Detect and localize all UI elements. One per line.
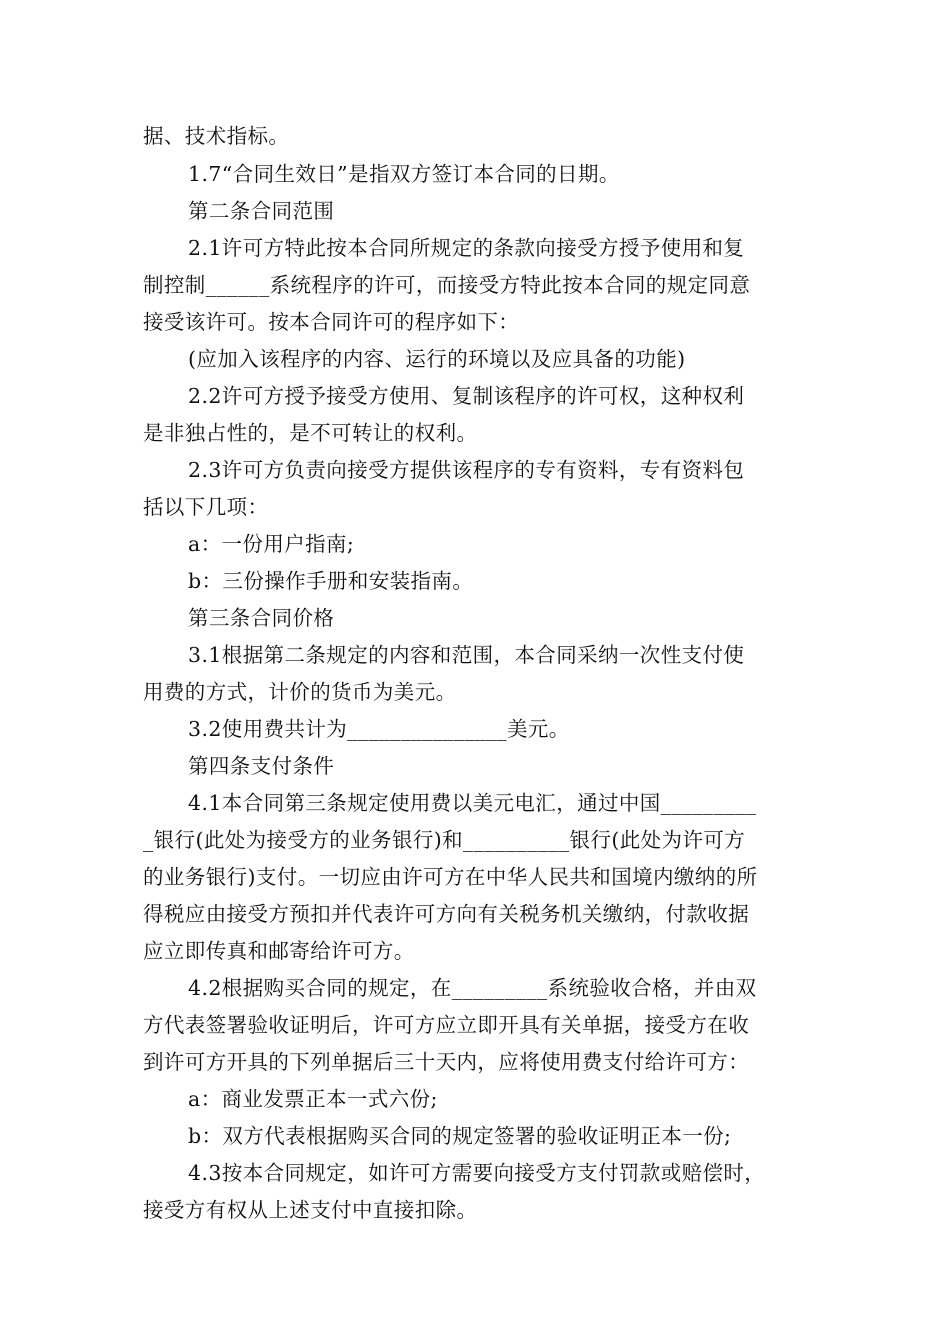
text-line: 到许可方开具的下列单据后三十天内，应将使用费支付给许可方： xyxy=(143,1050,750,1074)
text-line: 2.2许可方授予接受方使用、复制该程序的许可权，这种权利 xyxy=(188,384,745,408)
text-line: 接受方有权从上述支付中直接扣除。 xyxy=(143,1198,478,1222)
text-line: 据、技术指标。 xyxy=(143,124,290,148)
text-line: 用费的方式，计价的货币为美元。 xyxy=(143,680,457,704)
text-line: 2.1许可方特此按本合同所规定的条款向接受方授予使用和复 xyxy=(188,236,745,260)
text-line: 的业务银行)支付。一切应由许可方在中华人民共和国境内缴纳的所 xyxy=(143,865,758,889)
text-line: (应加入该程序的内容、运行的环境以及应具备的功能) xyxy=(188,347,686,371)
text-line: 4.3按本合同规定，如许可方需要向接受方支付罚款或赔偿时， xyxy=(188,1161,766,1185)
text-line: 应立即传真和邮寄给许可方。 xyxy=(143,939,415,963)
text-line: 4.1本合同第三条规定使用费以美元电汇，通过中国_________ xyxy=(188,791,757,815)
text-line: 是非独占性的，是不可转让的权利。 xyxy=(143,421,478,445)
text-line: 方代表签署验收证明后，许可方应立即开具有关单据，接受方在收 xyxy=(143,1013,750,1037)
list-item: b：三份操作手册和安装指南。 xyxy=(188,569,474,593)
text-line: 括以下几项： xyxy=(143,495,269,519)
text-line: 接受该许可。按本合同许可的程序如下： xyxy=(143,310,520,334)
text-line: 制控制______系统程序的许可，而接受方特此按本合同的规定同意 xyxy=(143,273,751,297)
text-line: 4.2根据购买合同的规定，在_________系统验收合格，并由双 xyxy=(188,976,757,1000)
section-heading: 第二条合同范围 xyxy=(188,199,335,223)
text-line: 得税应由接受方预扣并代表许可方向有关税务机关缴纳，付款收据 xyxy=(143,902,750,926)
list-item: b：双方代表根据购买合同的规定签署的验收证明正本一份; xyxy=(188,1124,732,1148)
text-line: 3.2使用费共计为_______________美元。 xyxy=(188,717,570,741)
list-item: a：一份用户指南; xyxy=(188,532,355,556)
section-heading: 第四条支付条件 xyxy=(188,754,335,778)
list-item: a：商业发票正本一式六份; xyxy=(188,1087,438,1111)
text-line: 3.1根据第二条规定的内容和范围，本合同采纳一次性支付使 xyxy=(188,643,745,667)
text-line: 1.7“合同生效日”是指双方签订本合同的日期。 xyxy=(188,162,620,186)
text-line: 2.3许可方负责向接受方提供该程序的专有资料，专有资料包 xyxy=(188,458,745,482)
text-line: _银行(此处为接受方的业务银行)和__________银行(此处为许可方 xyxy=(143,828,746,852)
section-heading: 第三条合同价格 xyxy=(188,606,335,630)
